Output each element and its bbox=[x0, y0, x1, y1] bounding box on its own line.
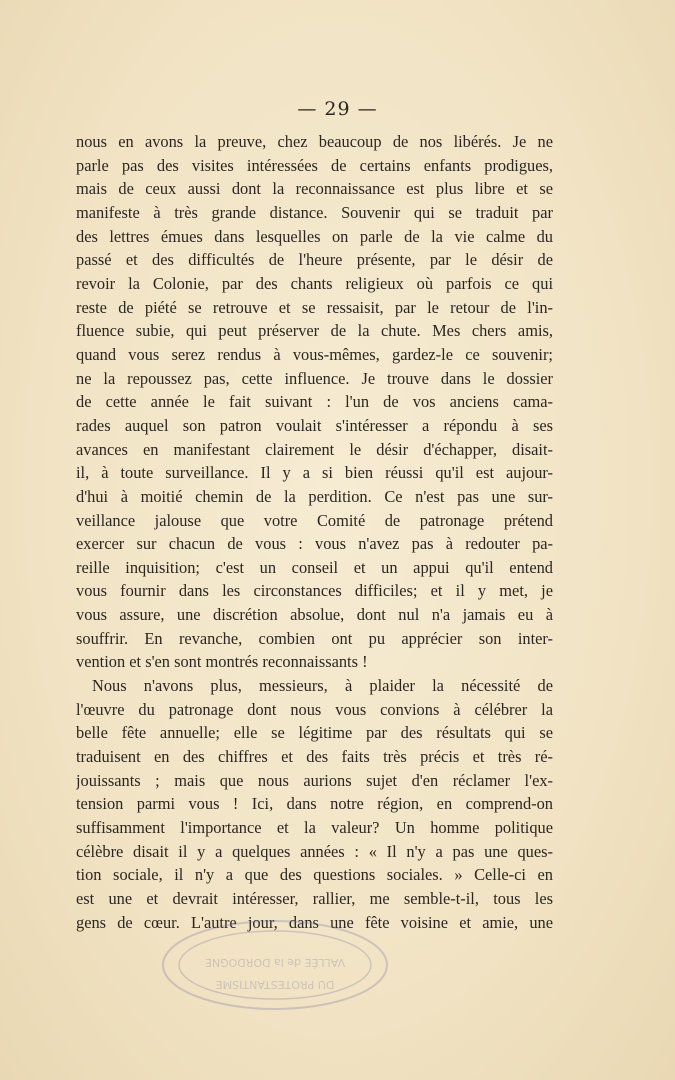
text-line: mais de ceux aussi dont la reconnaissance est plus libre et se bbox=[76, 179, 553, 199]
text-line: reste de piété se retrouve et se ressaisit, par le retour de l'in- bbox=[76, 297, 553, 317]
text-line: vous assure, une discrétion absolue, dont nul n'a jamais eu à bbox=[76, 605, 553, 625]
stamp-text-bottom: DU PROTESTANTISME bbox=[215, 978, 335, 991]
text-line: nous en avons la preuve, chez beaucoup de nos libérés. Je ne bbox=[76, 132, 553, 151]
text-line: gens de cœur. L'autre jour, dans une fête voisine et amie, une bbox=[76, 912, 553, 932]
stamp-text-top: VALLÉE de la DORDOGNE bbox=[204, 956, 346, 969]
text-line: jouissants ; mais que nous aurions sujet d'en réclamer l'ex- bbox=[76, 770, 553, 790]
page-number: — 29 — bbox=[297, 98, 378, 120]
text-line: il, à toute surveillance. Il y a si bien réussi qu'il est aujour- bbox=[76, 463, 553, 483]
text-line: quand vous serez rendus à vous-mêmes, gardez-le ce souvenir; bbox=[76, 344, 553, 364]
text-line: célèbre disait il y a quelques années : « Il n'y a pas une ques- bbox=[76, 841, 553, 861]
body-text bbox=[76, 130, 553, 934]
text-line: exercer sur chacun de vous : vous n'avez pas à redouter pa- bbox=[76, 534, 553, 554]
text-line: tion sociale, il n'y a que des questions sociales. » Celle-ci en bbox=[76, 865, 553, 885]
text-line: de cette année le fait suivant : l'un de vos anciens cama- bbox=[76, 392, 553, 412]
text-line: parle pas des visites intéressées de certains enfants prodigues, bbox=[76, 155, 553, 175]
text-line: belle fête annuelle; elle se légitime par des résultats qui se bbox=[76, 723, 553, 743]
text-line: souffrir. En revanche, combien ont pu apprécier son inter- bbox=[76, 628, 553, 648]
text-line: passé et des difficultés de l'heure présente, par le désir de bbox=[76, 250, 553, 270]
text-line: veillance jalouse que votre Comité de patronage prétend bbox=[76, 510, 553, 530]
library-stamp bbox=[155, 915, 395, 1015]
text-line: vention et s'en sont montrés reconnaissants ! bbox=[76, 652, 368, 672]
text-line: des lettres émues dans lesquelles on parle de la vie calme du bbox=[76, 226, 553, 246]
text-line: manifeste à très grande distance. Souvenir qui se traduit par bbox=[76, 202, 553, 222]
text-line: reille inquisition; c'est un conseil et un appui qu'il entend bbox=[76, 557, 553, 577]
text-line: est une et devrait intéresser, rallier, me semble-t-il, tous les bbox=[76, 889, 553, 908]
text-line: suffisamment l'importance et la valeur? Un homme politique bbox=[76, 818, 553, 838]
text-line: Nous n'avons plus, messieurs, à plaider la nécessité de bbox=[92, 676, 553, 696]
text-line: traduisent en des chiffres et des faits très précis et très ré- bbox=[76, 747, 553, 767]
text-line: revoir la Colonie, par des chants religieux où parfois ce qui bbox=[76, 273, 553, 293]
text-line: fluence subie, qui peut préserver de la chute. Mes chers amis, bbox=[76, 321, 553, 341]
text-line: l'œuvre du patronage dont nous vous convions à célébrer la bbox=[76, 699, 553, 719]
text-line: avances en manifestant clairement le désir d'échapper, disait- bbox=[76, 439, 553, 459]
text-line: d'hui à moitié chemin de la perdition. Ce n'est pas une sur- bbox=[76, 486, 553, 506]
text-line: vous fournir dans les circonstances difficiles; et il y met, je bbox=[76, 581, 553, 601]
text-line: ne la repoussez pas, cette influence. Je trouve dans le dossier bbox=[76, 368, 553, 388]
text-line: rades auquel son patron voulait s'intéresser a répondu à ses bbox=[76, 415, 553, 435]
text-line: tension parmi vous ! Ici, dans notre région, en comprend-on bbox=[76, 794, 553, 814]
